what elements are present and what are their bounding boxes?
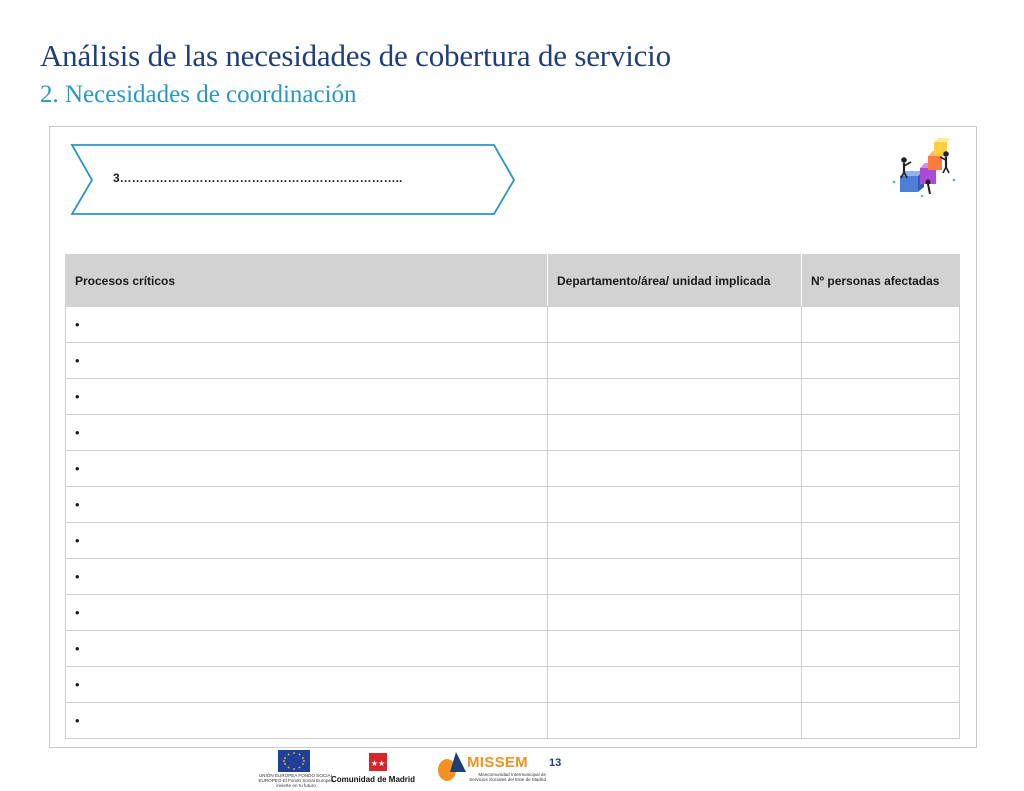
- table-cell: [548, 451, 802, 487]
- table-cell: [548, 487, 802, 523]
- missem-subtitle: Mancomunidad Intermunicipal de Servicios Sociales del Este de Madrid: [469, 772, 546, 783]
- table-cell: [548, 703, 802, 739]
- table-cell: •: [66, 523, 548, 559]
- table-cell: •: [66, 595, 548, 631]
- table-cell: [548, 523, 802, 559]
- table-cell: [548, 667, 802, 703]
- table-cell: [802, 703, 960, 739]
- table-cell: [802, 343, 960, 379]
- table-cell: •: [66, 379, 548, 415]
- table-row: [66, 379, 960, 415]
- table-row: [66, 415, 960, 451]
- banner-text: 3……………………………………………………………..: [113, 171, 403, 185]
- table-cell: [548, 343, 802, 379]
- header-procesos-criticos: Procesos críticos: [66, 255, 548, 307]
- table-cell: [548, 379, 802, 415]
- table-cell: [802, 307, 960, 343]
- table-row: [66, 343, 960, 379]
- table-cell: [802, 451, 960, 487]
- missem-name: MISSEM: [467, 754, 528, 771]
- table-cell: [802, 415, 960, 451]
- table-cell: •: [66, 451, 548, 487]
- header-departamento: Departamento/área/ unidad implicada: [548, 255, 802, 307]
- table-cell: [548, 595, 802, 631]
- table-cell: [802, 667, 960, 703]
- table-cell: [548, 307, 802, 343]
- table-cell: •: [66, 559, 548, 595]
- table-row: [66, 487, 960, 523]
- table-cell: [802, 379, 960, 415]
- table-cell: •: [66, 307, 548, 343]
- table-row: [66, 523, 960, 559]
- comunidad-madrid-label: Comunidad de Madrid: [331, 775, 415, 784]
- eu-caption: UNIÓN EUROPEA FONDO SOCIAL EUROPEO El Fondo Social Europeo invierte en tu futuro: [258, 773, 334, 788]
- table-cell: [802, 523, 960, 559]
- critical-processes-table: [65, 254, 960, 739]
- table-row: [66, 595, 960, 631]
- header-personas-afectadas: Nº personas afectadas: [802, 255, 960, 307]
- table-cell: •: [66, 415, 548, 451]
- slide-subtitle: 2. Necesidades de coordinación: [40, 81, 357, 108]
- table-row: [66, 559, 960, 595]
- table-row: [66, 451, 960, 487]
- table-row: [66, 307, 960, 343]
- slide-title: Análisis de las necesidades de cobertura de servicio: [40, 38, 671, 73]
- table-header-row: [66, 255, 960, 307]
- table-cell: [548, 559, 802, 595]
- page-number: 13: [549, 757, 562, 769]
- table-cell: •: [66, 343, 548, 379]
- table-cell: [548, 631, 802, 667]
- table-cell: [802, 559, 960, 595]
- table-row: [66, 631, 960, 667]
- table-row: [66, 703, 960, 739]
- eu-flag-icon: [278, 750, 310, 772]
- table-cell: [802, 595, 960, 631]
- table-cell: [802, 631, 960, 667]
- table-row: [66, 667, 960, 703]
- table-cell: •: [66, 631, 548, 667]
- table-cell: •: [66, 703, 548, 739]
- table-cell: •: [66, 667, 548, 703]
- comunidad-madrid-flag-icon: [369, 753, 387, 771]
- table-cell: [548, 415, 802, 451]
- table-cell: [802, 487, 960, 523]
- table-cell: •: [66, 487, 548, 523]
- svg-text:★★: ★★: [370, 759, 386, 768]
- team-building-blocks-icon: [888, 136, 960, 200]
